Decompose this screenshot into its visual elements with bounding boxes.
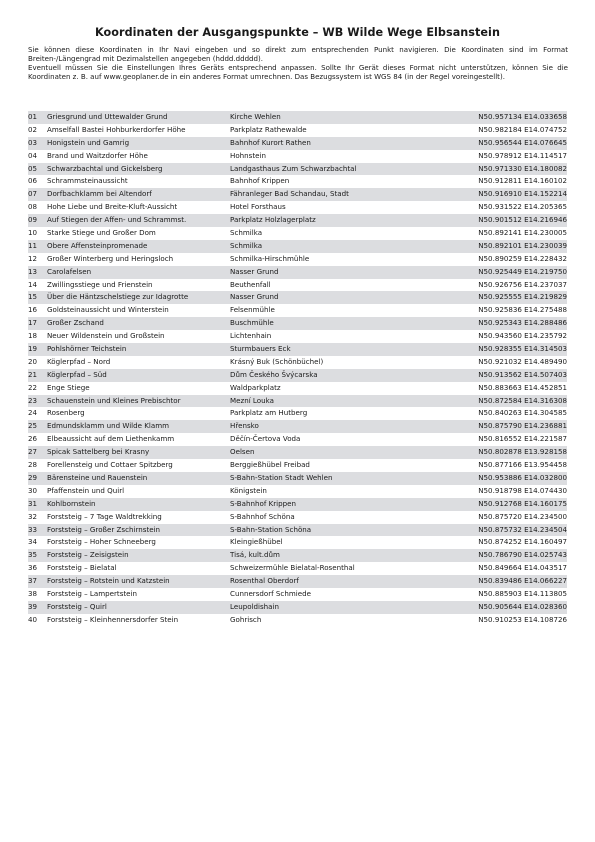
route-name: Forststeig – Zeisigstein [47,550,129,560]
row-number: 15 [28,292,38,302]
start-point: S-Bahnhof Schöna [230,511,295,521]
route-name: Forellensteig und Cottaer Spitzberg [47,460,173,470]
start-point: Felsenmühle [230,305,275,315]
start-point: S-Bahn-Station Stadt Wehlen [230,472,333,482]
route-name: Honigstein und Gamrig [47,137,130,147]
row-number: 35 [28,550,38,560]
table-row [28,137,567,150]
start-point: Cunnersdorf Schmiede [230,588,311,598]
start-point: Rosenthal Oberdorf [230,576,299,586]
start-point: Beuthenfall [230,279,271,289]
route-name: Forststeig – 7 Tage Waldtrekking [47,511,162,521]
coordinates: N50.905644 E14.028360 [478,601,567,611]
row-number: 10 [28,228,38,238]
start-point: Nasser Grund [230,266,279,276]
coordinates: N50.877166 E13.954458 [478,460,567,470]
row-number: 24 [28,408,38,418]
table-row [28,382,567,395]
row-number: 11 [28,240,38,250]
table-row [28,369,567,382]
route-name: Amselfall Bastei Hohburkerdorfer Höhe [47,124,186,134]
row-number: 03 [28,137,38,147]
row-number: 32 [28,511,38,521]
coordinates: N50.885903 E14.113805 [478,588,567,598]
route-name: Köglerpfad – Nord [47,356,111,366]
route-name: Bärensteine und Rauenstein [47,472,148,482]
table-row [28,433,567,446]
coordinates: N50.925836 E14.275488 [478,305,567,315]
row-number: 28 [28,460,38,470]
coordinates: N50.883663 E14.452851 [478,382,567,392]
start-point: Oelsen [230,447,255,457]
start-point: Parkplatz Holzlagerplatz [230,215,316,225]
row-number: 05 [28,163,38,173]
coordinates: N50.872584 E14.316308 [478,395,567,405]
table-row [28,291,567,304]
coordinates: N50.912768 E14.160175 [478,498,567,508]
coordinates: N50.928355 E14.314503 [478,344,567,354]
row-number: 08 [28,202,38,212]
coordinates: N50.849664 E14.043517 [478,563,567,573]
row-number: 02 [28,124,38,134]
row-number: 39 [28,601,38,611]
table-row [28,472,567,485]
intro-text [28,45,568,82]
start-point: Schmilka [230,240,263,250]
start-point: Schmilka-Hirschmühle [230,253,310,263]
coordinates: N50.840263 E14.304585 [478,408,567,418]
route-name: Hohe Liebe und Breite-Kluft-Aussicht [47,202,178,212]
route-name: Auf Stiegen der Affen- und Schrammst. [47,215,187,225]
table-row [28,304,567,317]
coordinates: N50.913562 E14.507403 [478,369,567,379]
route-name: Edmundsklamm und Wilde Klamm [47,421,170,431]
table-row [28,279,567,292]
row-number: 20 [28,356,38,366]
start-point: Děčín-Čertova Voda [230,434,301,444]
route-name: Schauenstein und Kleines Prebischtor [47,395,181,405]
coordinates: N50.931522 E14.205365 [478,202,567,212]
coordinates: N50.957134 E14.033658 [478,112,567,121]
route-name: Schrammsteinaussicht [47,176,128,186]
coordinates: N50.786790 E14.025743 [478,550,567,560]
route-name: Forststeig – Hoher Schneeberg [47,537,156,547]
table-row [28,317,567,330]
coordinates: N50.916910 E14.152214 [478,189,567,199]
coordinates: N50.802878 E13.928158 [478,447,567,457]
start-point: Tisá, kult.dům [230,550,280,560]
table-row [28,420,567,433]
table-row [28,356,567,369]
row-number: 29 [28,472,38,482]
row-number: 16 [28,305,38,315]
route-name: Brand und Waitzdorfer Höhe [47,150,148,160]
coordinates: N50.875732 E14.234504 [478,524,567,534]
start-point: Fähranleger Bad Schandau, Stadt [230,189,349,199]
route-name: Forststeig – Bielatal [47,563,117,573]
page-title: Koordinaten der Ausgangspunkte – WB Wilde Wege Elbsanstein [95,26,500,39]
row-number: 04 [28,150,38,160]
coordinates: N50.875720 E14.234500 [478,511,567,521]
table-row [28,524,567,537]
table-row [28,459,567,472]
coordinates: N50.890259 E14.228432 [478,253,567,263]
coordinates: N50.921032 E14.489490 [478,356,567,366]
table-row [28,549,567,562]
table-row [28,253,567,266]
table-row [28,227,567,240]
start-point: S-Bahnhof Krippen [230,498,297,508]
row-number: 22 [28,382,38,392]
table-row [28,124,567,137]
route-name: Neuer Wildenstein und Großstein [47,331,165,341]
row-number: 38 [28,588,38,598]
coordinates: N50.943560 E14.235792 [478,331,567,341]
start-point: Kleingießhübel [230,537,283,547]
row-number: 19 [28,344,38,354]
start-point: Mezní Louka [230,395,274,405]
row-number: 33 [28,524,38,534]
table-row [28,150,567,163]
coordinates: N50.816552 E14.221587 [478,434,567,444]
coordinates: N50.925343 E14.288486 [478,318,567,328]
row-number: 26 [28,434,38,444]
route-name: Über die Häntzschelstiege zur Idagrotte [47,292,189,302]
coordinates: N50.875790 E14.236881 [478,421,567,431]
coordinates: N50.925449 E14.219750 [478,266,567,276]
row-number: 12 [28,253,38,263]
route-name: Großer Zschand [47,318,104,328]
start-point: Parkplatz am Hutberg [230,408,308,418]
table-row [28,214,567,227]
coordinates: N50.982184 E14.074752 [478,124,567,134]
table-row [28,536,567,549]
start-point: Leupoldishain [230,601,279,611]
coordinates: N50.874252 E14.160497 [478,537,567,547]
start-point: Bahnhof Kurort Rathen [230,137,311,147]
table-row [28,614,567,627]
row-number: 30 [28,485,38,495]
table-row [28,407,567,420]
route-name: Pfaffenstein und Quirl [47,485,125,495]
row-number: 40 [28,614,38,624]
row-number: 17 [28,318,38,328]
table-row [28,163,567,176]
table-row [28,330,567,343]
coordinates: N50.912811 E14.160102 [478,176,567,186]
start-point: Kirche Wehlen [230,112,281,121]
table-row [28,485,567,498]
start-point: Schweizermühle Bielatal-Rosenthal [230,563,355,573]
table-row [28,175,567,188]
route-name: Forststeig – Quirl [47,601,107,611]
route-name: Spicak Sattelberg bei Krasny [47,447,150,457]
route-name: Starke Stiege und Großer Dom [47,228,156,238]
table-row [28,588,567,601]
start-point: S-Bahn-Station Schöna [230,524,312,534]
route-name: Kohlbornstein [47,498,96,508]
table-row [28,343,567,356]
table-row [28,266,567,279]
route-name: Enge Stiege [47,382,90,392]
start-point: Schmilka [230,228,263,238]
route-name: Großer Winterberg und Heringsloch [47,253,174,263]
route-name: Schwarzbachtal und Gickelsberg [47,163,163,173]
route-name: Zwillingsstiege und Frienstein [47,279,153,289]
route-name: Rosenberg [47,408,85,418]
coordinates: N50.901512 E14.216946 [478,215,567,225]
coordinates: N50.956544 E14.076645 [478,137,567,147]
table-row [28,188,567,201]
coordinates: N50.918798 E14.074430 [478,485,567,495]
coordinates: N50.953886 E14.032800 [478,472,567,482]
start-point: Hohnstein [230,150,266,160]
row-number: 09 [28,215,38,225]
row-number: 13 [28,266,38,276]
coordinates: N50.926756 E14.237037 [478,279,567,289]
route-name: Dorfbachklamm bei Altendorf [47,189,152,199]
start-point: Hřensko [230,421,259,431]
route-name: Forststeig – Rotstein und Katzstein [47,576,170,586]
start-point: Berggießhübel Freibad [230,460,310,470]
table-row [28,395,567,408]
start-point: Dům Českého Švýcarska [230,369,318,379]
row-number: 36 [28,563,38,573]
route-name: Pohlshörner Teichstein [47,344,127,354]
row-number: 14 [28,279,38,289]
row-number: 06 [28,176,38,186]
route-name: Forststeig – Kleinhennersdorfer Stein [47,614,179,624]
table-row [28,111,567,124]
coordinates: N50.892101 E14.230039 [478,240,567,250]
route-name: Obere Affensteinpromenade [47,240,148,250]
route-name: Forststeig – Großer Zschirnstein [47,524,161,534]
row-number: 07 [28,189,38,199]
intro-paragraph-1: Sie können diese Koordinaten in Ihr Navi eingeben und so direkt zum entsprechenden Punkt navigieren. Die Koordinaten sind im Format Breiten-/Längengrad mit Dezimalstellen angegeben (hddd.ddddd). [28,45,568,64]
coordinates: N50.910253 E14.108726 [478,614,567,624]
coordinates-table [28,111,567,627]
route-name: Köglerpfad – Süd [47,369,107,379]
start-point: Krásný Buk (Schönbüchel) [230,356,324,366]
row-number: 23 [28,395,38,405]
coordinates: N50.892141 E14.230005 [478,228,567,238]
row-number: 34 [28,537,38,547]
row-number: 25 [28,421,38,431]
start-point: Bahnhof Krippen [230,176,290,186]
coordinates: N50.971330 E14.180082 [478,163,567,173]
row-number: 01 [28,112,38,121]
route-name: Griesgrund und Uttewalder Grund [47,112,168,121]
route-name: Carolafelsen [47,266,92,276]
table-row [28,562,567,575]
coordinates: N50.978912 E14.114517 [478,150,567,160]
table-row [28,446,567,459]
start-point: Gohrisch [230,614,262,624]
start-point: Nasser Grund [230,292,279,302]
table-row [28,498,567,511]
coordinates: N50.839486 E14.066227 [478,576,567,586]
start-point: Hotel Forsthaus [230,202,286,212]
table-row [28,511,567,524]
table-row [28,201,567,214]
row-number: 21 [28,369,38,379]
row-number: 18 [28,331,38,341]
start-point: Sturmbauers Eck [230,344,291,354]
route-name: Elbeaussicht auf dem Liethenkamm [47,434,175,444]
table-row [28,601,567,614]
route-name: Goldsteinaussicht und Winterstein [47,305,169,315]
coordinates: N50.925555 E14.219829 [478,292,567,302]
start-point: Parkplatz Rathewalde [230,124,307,134]
start-point: Waldparkplatz [230,382,281,392]
start-point: Buschmühle [230,318,274,328]
start-point: Lichtenhain [230,331,272,341]
start-point: Königstein [230,485,267,495]
table-row [28,240,567,253]
row-number: 37 [28,576,38,586]
intro-paragraph-2: Eventuell müssen Sie die Einstellungen Ihres Geräts entsprechend anpassen. Sollte Ihr Gerät dieses Format nicht unterstützen, können Sie die Koordinaten z. B. auf www.geoplaner.de in ein anderes Format umrechnen. Das Bezugssystem ist WGS 84 (in der Regel voreingestellt). [28,63,568,82]
row-number: 27 [28,447,38,457]
route-name: Forststeig – Lampertstein [47,588,138,598]
row-number: 31 [28,498,38,508]
start-point: Landgasthaus Zum Schwarzbachtal [230,163,357,173]
table-row [28,575,567,588]
